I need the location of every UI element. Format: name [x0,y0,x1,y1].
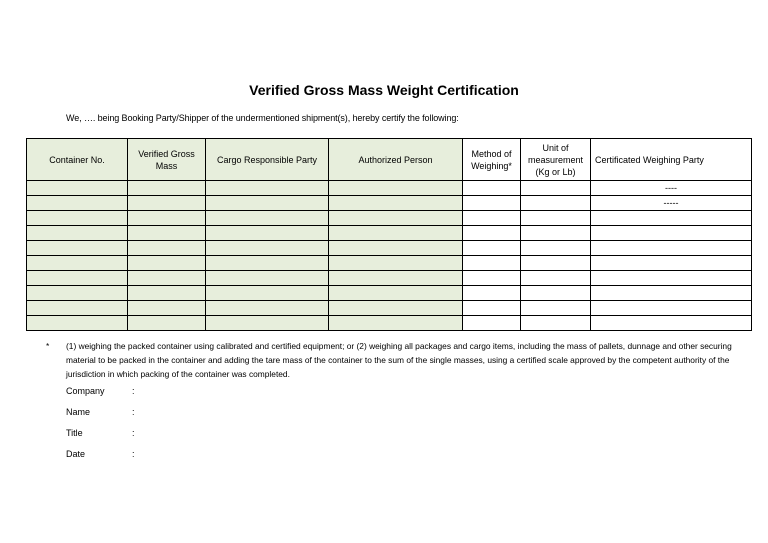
table-cell [128,211,206,226]
table-cell [521,256,591,271]
table-cell: ----- [591,196,752,211]
table-cell [27,271,128,286]
table-cell [206,286,329,301]
table-cell [27,316,128,331]
footnote-text: (1) weighing the packed container using calibrated and certified equipment; or (2) weighing all packages and cargo items, including the mass of pallets, dunnage and other securing material to be packed in the container and adding the tare mass of the container to the sum of the single masses, using a certified scale approved by the competent authority of the jurisdiction in which packing of the container was completed. [66,341,732,379]
table-cell [27,181,128,196]
table-row [27,196,752,211]
table-cell [521,226,591,241]
table-row [27,286,752,301]
table-row [27,181,752,196]
table-cell [329,316,463,331]
field-label: Company [66,386,105,396]
table-cell [463,271,521,286]
table-cell [206,226,329,241]
field-colon: : [132,428,135,438]
table-cell [206,196,329,211]
footnote-marker: * [46,341,50,351]
table-header-row [27,139,752,181]
header-verified-gross-mass: Verified Gross Mass [128,139,206,181]
table-cell [521,286,591,301]
table-cell [463,211,521,226]
table-cell [329,196,463,211]
header-method-of-weighing: Method of Weighing* [463,139,521,181]
table-row [27,271,752,286]
table-body [27,181,752,331]
table-cell [329,241,463,256]
table-row [27,256,752,271]
table-cell [329,301,463,316]
field-label: Title [66,428,83,438]
table-cell [27,301,128,316]
table-cell [206,271,329,286]
table-cell [329,286,463,301]
field-label: Name [66,407,91,417]
header-authorized-person: Authorized Person [329,139,463,181]
table-cell [521,196,591,211]
header-cargo-responsible-party: Cargo Responsible Party [206,139,329,181]
table-cell [591,301,752,316]
table-cell [329,181,463,196]
header-unit-of-measurement: Unit of measurement (Kg or Lb) [521,139,591,181]
header-certificated-weighing-party: Certificated Weighing Party [591,139,752,181]
table-cell [591,226,752,241]
intro-statement: We, …. being Booking Party/Shipper of the undermentioned shipment(s), hereby certify the following: [66,113,459,123]
table-cell: ---- [591,181,752,196]
table-cell [329,256,463,271]
table-cell [128,196,206,211]
table-cell [128,241,206,256]
field-colon: : [132,407,135,417]
table-cell [521,316,591,331]
document-title: Verified Gross Mass Weight Certification [249,82,519,98]
table-cell [521,181,591,196]
header-container-no: Container No. [27,139,128,181]
table-cell [329,226,463,241]
table-cell [329,211,463,226]
field-colon: : [132,386,135,396]
table-cell [329,271,463,286]
table-cell [206,181,329,196]
table-cell [27,211,128,226]
field-title [66,428,266,442]
table-cell [591,256,752,271]
table-cell [206,301,329,316]
table-cell [463,256,521,271]
table-cell [591,211,752,226]
table-cell [463,181,521,196]
table-row [27,211,752,226]
table-cell [27,286,128,301]
table-row [27,301,752,316]
table-cell [591,271,752,286]
table-cell [27,196,128,211]
table-cell [521,211,591,226]
table-cell [521,301,591,316]
table-cell [128,286,206,301]
field-date [66,449,266,463]
table-cell [128,256,206,271]
field-name [66,407,266,421]
table-cell [128,301,206,316]
table-cell [27,256,128,271]
table-cell [591,241,752,256]
table-row [27,226,752,241]
table-row [27,241,752,256]
field-label: Date [66,449,86,459]
table-cell [521,241,591,256]
table-cell [128,271,206,286]
table-cell [27,241,128,256]
table-cell [206,241,329,256]
table-cell [27,226,128,241]
table-cell [128,316,206,331]
table-cell [591,286,752,301]
table-cell [463,316,521,331]
table-cell [128,226,206,241]
table-cell [463,301,521,316]
table-cell [521,271,591,286]
table-cell [128,181,206,196]
footnote [46,339,736,381]
table-cell [591,316,752,331]
field-company [66,386,266,400]
table-cell [206,211,329,226]
table-cell [463,226,521,241]
table-cell [206,316,329,331]
table-row [27,316,752,331]
certification-table [26,138,752,331]
field-colon: : [132,449,135,459]
table-cell [463,286,521,301]
table-cell [206,256,329,271]
table-cell [463,196,521,211]
table-cell [463,241,521,256]
